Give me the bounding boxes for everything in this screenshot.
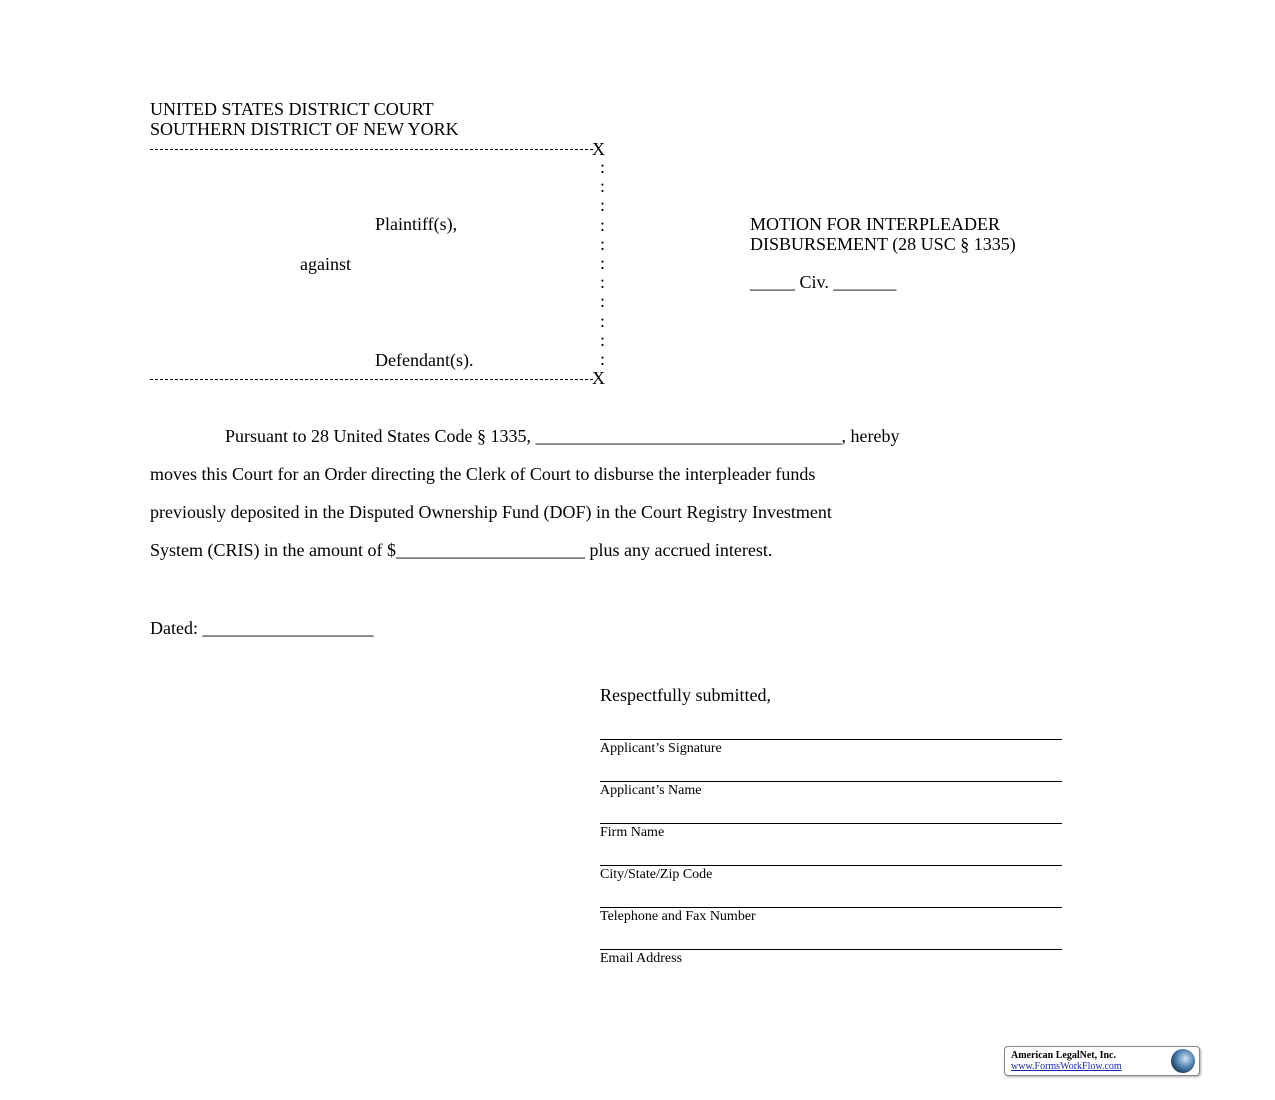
signature-line[interactable] bbox=[600, 823, 1062, 824]
signature-field-label: Email Address bbox=[600, 951, 683, 966]
body-line-1: Pursuant to 28 United States Code § 1335, __________________________________, hereby bbox=[225, 426, 900, 446]
caption-colon: : bbox=[600, 349, 606, 369]
plaintiff-label: Plaintiff(s), bbox=[375, 214, 458, 234]
caption-colon: : bbox=[600, 272, 606, 293]
caption-top-divider bbox=[150, 149, 593, 150]
signature-line[interactable] bbox=[600, 949, 1062, 950]
body-line-2: moves this Court for an Order directing the Clerk of Court to disburse the interpleader funds bbox=[150, 464, 816, 484]
signature-line[interactable] bbox=[600, 781, 1062, 782]
defendant-label: Defendant(s). bbox=[375, 350, 474, 370]
signature-field-label: Applicant’s Signature bbox=[600, 741, 722, 756]
signature-field-label: City/State/Zip Code bbox=[600, 867, 713, 882]
civil-case-number: _____ Civ. _______ bbox=[750, 272, 897, 292]
caption-colon: : bbox=[600, 233, 606, 254]
signature-field-label: Firm Name bbox=[600, 825, 665, 840]
logo-url-link[interactable]: www.FormsWorkFlow.com bbox=[1011, 1061, 1122, 1072]
caption-colon: : bbox=[600, 157, 606, 177]
body-line-3: previously deposited in the Disputed Ownership Fund (DOF) in the Court Registry Investment bbox=[150, 502, 832, 522]
american-legalnet-logo[interactable] bbox=[1004, 1046, 1200, 1076]
logo-company: American LegalNet, Inc. bbox=[1011, 1050, 1116, 1061]
caption-bottom-x: X bbox=[592, 368, 605, 388]
motion-title-line2: DISBURSEMENT (28 USC § 1335) bbox=[750, 234, 1016, 254]
caption-colon: : bbox=[600, 253, 606, 273]
court-name: UNITED STATES DISTRICT COURT bbox=[150, 99, 434, 119]
dated-field: Dated: ___________________ bbox=[150, 618, 374, 638]
against-label: against bbox=[300, 254, 351, 274]
globe-icon bbox=[1171, 1049, 1195, 1073]
court-district: SOUTHERN DISTRICT OF NEW YORK bbox=[150, 119, 459, 139]
signature-field-label: Telephone and Fax Number bbox=[600, 909, 756, 924]
motion-title-line1: MOTION FOR INTERPLEADER bbox=[750, 214, 1000, 234]
caption-top-x: X bbox=[592, 139, 605, 159]
signature-line[interactable] bbox=[600, 865, 1062, 866]
caption-bottom-divider bbox=[150, 379, 593, 380]
caption-colon: : bbox=[600, 214, 606, 235]
caption-colon: : bbox=[600, 195, 606, 216]
caption-colon: : bbox=[600, 291, 606, 312]
body-line-4: System (CRIS) in the amount of $_____________________ plus any accrued interest. bbox=[150, 540, 773, 560]
signature-line[interactable] bbox=[600, 739, 1062, 740]
caption-colon: : bbox=[600, 329, 606, 350]
caption-colon: : bbox=[600, 310, 606, 331]
caption-colon: : bbox=[600, 176, 606, 197]
closing-text: Respectfully submitted, bbox=[600, 685, 771, 705]
signature-line[interactable] bbox=[600, 907, 1062, 908]
signature-field-label: Applicant’s Name bbox=[600, 783, 702, 798]
